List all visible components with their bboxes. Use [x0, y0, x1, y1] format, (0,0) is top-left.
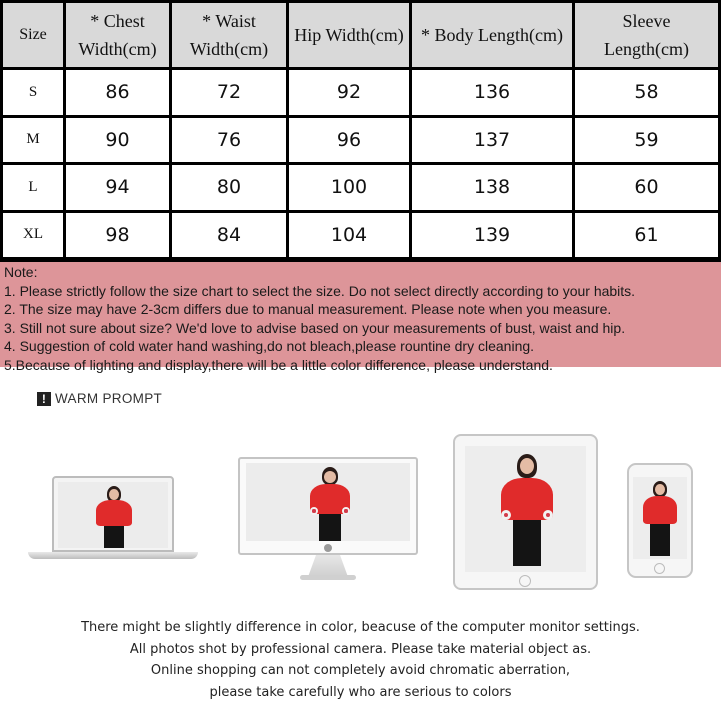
waist-cell: 72 [172, 70, 286, 115]
apple-logo-icon [324, 544, 332, 552]
prompt-line: please take carefully who are serious to colors [209, 684, 512, 700]
size-chart-table [0, 0, 721, 260]
home-button-icon [654, 563, 665, 574]
model-figure [499, 454, 555, 572]
warning-icon: ! [37, 392, 51, 406]
note-item: 1. Please strictly follow the size chart to select the size. Do not select directly according to your habits. [4, 282, 636, 299]
table-header-row [3, 3, 718, 67]
size-cell: XL [3, 213, 63, 258]
hip-cell: 92 [289, 70, 409, 115]
chest-cell: 98 [66, 213, 169, 258]
body-length-cell: 139 [412, 213, 572, 258]
body-length-cell: 137 [412, 118, 572, 163]
header-chest: * Chest Width(cm) [66, 3, 169, 67]
table-row [3, 213, 718, 258]
waist-cell: 84 [172, 213, 286, 258]
waist-cell: 76 [172, 118, 286, 163]
table-row [3, 165, 718, 210]
prompt-line: All photos shot by professional camera. Please take material object as. [129, 641, 592, 657]
notes-title: Note: [4, 264, 38, 280]
model-figure [641, 481, 679, 559]
chest-cell: 90 [66, 118, 169, 163]
hip-cell: 104 [289, 213, 409, 258]
table-row [3, 118, 718, 163]
size-cell: S [3, 70, 63, 115]
size-cell: M [3, 118, 63, 163]
sleeve-cell: 60 [575, 165, 718, 210]
header-hip: Hip Width(cm) [289, 3, 409, 67]
size-cell: L [3, 165, 63, 210]
model-figure [308, 467, 352, 541]
home-button-icon [519, 575, 531, 587]
chest-cell: 94 [66, 165, 169, 210]
warm-prompt-title: WARM PROMPT [55, 391, 163, 406]
header-sleeve: Sleeve Length(cm) [575, 3, 718, 67]
body-length-cell: 138 [412, 165, 572, 210]
sleeve-cell: 58 [575, 70, 718, 115]
body-length-cell: 136 [412, 70, 572, 115]
tablet-illustration [453, 434, 598, 590]
note-item: 5.Because of lighting and display,there will be a little color difference, please understand. [4, 356, 553, 373]
phone-illustration [627, 463, 693, 578]
waist-cell: 80 [172, 165, 286, 210]
sleeve-cell: 59 [575, 118, 718, 163]
note-item: 2. The size may have 2-3cm differs due to manual measurement. Please note when you measure. [4, 301, 612, 318]
note-item: 4. Suggestion of cold water hand washing,do not bleach,please rountine dry cleaning. [4, 338, 535, 355]
monitor-illustration [238, 457, 418, 585]
warm-prompt-text [0, 617, 721, 703]
model-figure [94, 486, 134, 548]
hip-cell: 96 [289, 118, 409, 163]
prompt-line: Online shopping can not completely avoid chromatic aberration, [150, 663, 571, 678]
header-waist: * Waist Width(cm) [172, 3, 286, 67]
table-row [3, 70, 718, 115]
laptop-illustration [28, 476, 198, 562]
sleeve-cell: 61 [575, 213, 718, 258]
header-body-length: * Body Length(cm) [412, 3, 572, 67]
warm-prompt-heading [37, 391, 162, 406]
chest-cell: 86 [66, 70, 169, 115]
header-size: Size [3, 3, 63, 67]
note-item: 3. Still not sure about size? We'd love to advise based on your measurements of bust, waist and hip. [4, 319, 626, 336]
size-notes [0, 260, 721, 373]
hip-cell: 100 [289, 165, 409, 210]
prompt-line: There might be slightly difference in color, beacuse of the computer monitor settings. [81, 620, 640, 635]
